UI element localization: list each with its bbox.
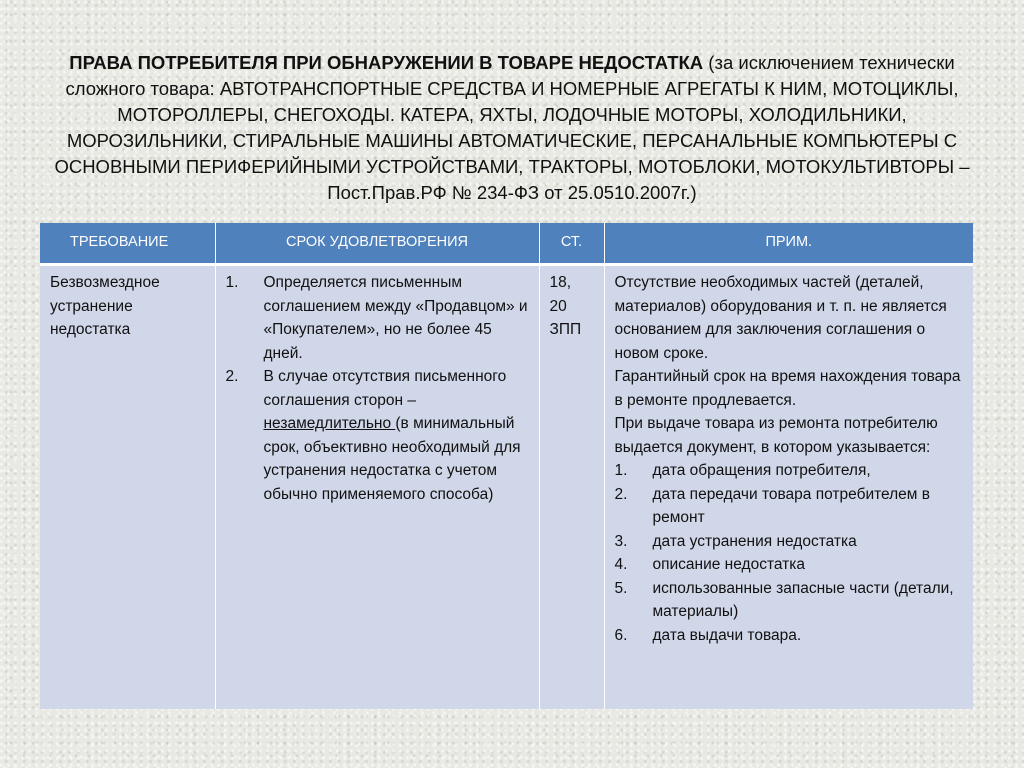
header-requirement: ТРЕБОВАНИЕ	[40, 223, 215, 265]
table-row	[40, 265, 973, 710]
note-item	[615, 459, 964, 483]
cell-term	[215, 265, 539, 710]
note-item-number: 1.	[614, 462, 628, 479]
article-line: 18,	[549, 274, 572, 291]
term-item-1	[226, 271, 529, 365]
cell-note	[604, 265, 973, 710]
note-item-text: дата устранения недостатка	[652, 532, 857, 550]
title-bold: ПРАВА ПОТРЕБИТЕЛЯ ПРИ ОБНАРУЖЕНИИ В ТОВАРЕ НЕДОСТАТКА	[69, 52, 704, 73]
table-header-row	[40, 223, 973, 265]
title-rest: (за исключением технически сложного товара: АВТОТРАНСПОРТНЫЕ СРЕДСТВА И НОМЕРНЫЕ АГРЕГАТЫ К НИМ, МОТОЦИКЛЫ, МОТОРОЛЛЕРЫ, СНЕГОХОДЫ. КАТЕРА, ЯХТЫ, ЛОДОЧНЫЕ МОТОРЫ, ХОЛОДИЛЬНИКИ, МОРОЗИЛЬНИКИ, СТИРАЛЬНЫЕ МАШИНЫ АВТОМАТИЧЕСКИЕ, ПЕРСАНАЛЬНЫЕ КОМПЬЮТЕРЫ С ОСНОВНЫМИ ПЕРИФЕРИЙНЫМИ УСТРОЙСТВАМИ, ТРАКТОРЫ, МОТОБЛОКИ, МОТОКУЛЬТИВТОРЫ – Пост.Прав.РФ № 234-ФЗ от 25.0510.2007г.)	[54, 52, 970, 203]
term-item-2-underlined: незамедлительно	[263, 415, 396, 432]
page-title	[40, 50, 984, 206]
header-note: ПРИМ.	[604, 223, 973, 265]
term-item-2	[226, 365, 529, 506]
note-item	[615, 624, 964, 648]
note-item-text: дата обращения потребителя,	[652, 462, 871, 479]
note-item-number: 6.	[614, 626, 628, 644]
article-line: 20	[549, 297, 567, 315]
note-item-text: описание недостатка	[652, 556, 805, 573]
rights-table	[40, 223, 973, 709]
note-item-text: использованные запасные части (детали, материалы)	[652, 579, 954, 620]
note-item	[615, 483, 964, 530]
cell-article	[539, 265, 604, 710]
note-list	[615, 459, 964, 647]
note-item-number: 2.	[614, 485, 628, 503]
note-item	[615, 553, 964, 577]
note-item	[615, 577, 964, 624]
article-line: ЗПП	[549, 321, 582, 338]
header-term: СРОК УДОВЛЕТВОРЕНИЯ	[215, 223, 539, 265]
term-list	[226, 271, 529, 506]
note-item-number: 4.	[614, 556, 628, 573]
term-item-1-number: 1.	[225, 274, 239, 291]
note-item-text: дата передачи товара потребителем в ремонт	[652, 485, 930, 526]
note-item-text: дата выдачи товара.	[652, 626, 802, 644]
header-article: СТ.	[539, 223, 604, 265]
note-item-number: 3.	[614, 532, 628, 550]
note-paragraph: Гарантийный срок на время нахождения товара в ремонте продлевается.	[614, 368, 961, 409]
note-item	[615, 530, 964, 554]
note-paragraph: При выдаче товара из ремонта потребителю выдается документ, в котором указывается:	[614, 415, 938, 456]
note-item-number: 5.	[614, 579, 628, 597]
cell-requirement: Безвозмездное устранение недостатка	[40, 265, 215, 710]
term-item-1-text: Определяется письменным соглашением между «Продавцом» и «Покупателем», но не более 45 дней.	[263, 274, 528, 362]
term-item-2-number: 2.	[225, 368, 239, 385]
term-item-2-text-before: В случае отсутствия письменного соглашения сторон –	[263, 368, 507, 409]
term-item-2-text-after: (в минимальный срок, объективно необходимый для устранения недостатка с учетом обычно применяемого способа)	[263, 415, 521, 503]
note-paragraph: Отсутствие необходимых частей (деталей, материалов) оборудования и т. п. не является основанием для заключения соглашения о новом сроке.	[614, 274, 947, 362]
